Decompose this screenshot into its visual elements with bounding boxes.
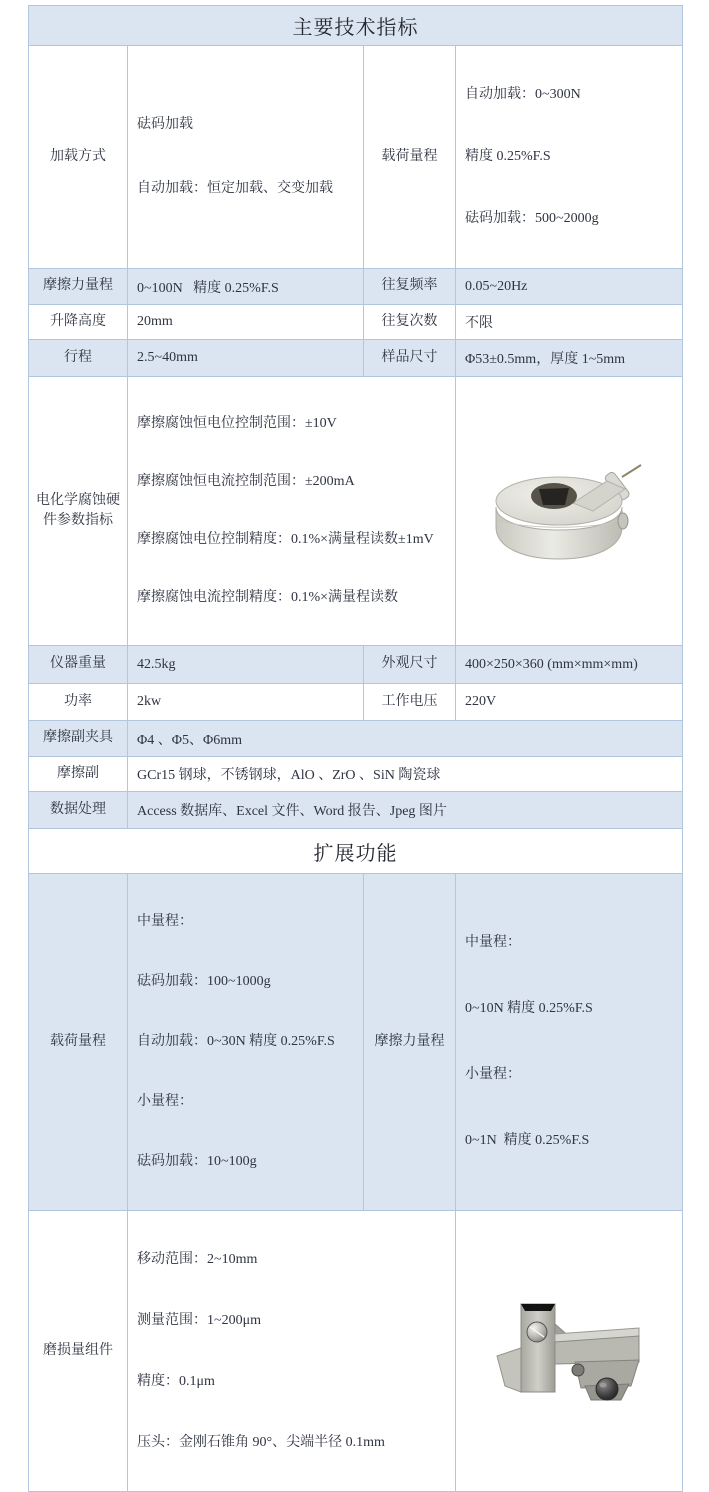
value-friction-pair-fixture: Φ4 、Φ5、Φ6mm bbox=[128, 721, 683, 757]
row-loading-method bbox=[29, 46, 683, 269]
value-electrochemical-params bbox=[128, 377, 456, 646]
extended-section-title: 扩展功能 bbox=[29, 829, 683, 874]
value-stroke: 2.5~40mm bbox=[128, 340, 364, 377]
label-ext-load-range: 载荷量程 bbox=[29, 874, 128, 1211]
label-working-voltage: 工作电压 bbox=[364, 684, 456, 721]
row-friction-range bbox=[29, 269, 683, 305]
spec-line: 中量程： bbox=[137, 914, 193, 929]
label-wear-component: 磨损量组件 bbox=[29, 1211, 128, 1492]
label-friction-pair: 摩擦副 bbox=[29, 757, 128, 792]
spec-line: 自动加载：恒定加载、交变加载 bbox=[137, 181, 333, 196]
spec-line: 0~10N 精度 0.25%F.S bbox=[465, 1001, 593, 1016]
spec-line: 摩擦腐蚀恒电流控制范围：±200mA bbox=[137, 474, 355, 489]
value-reciprocating-count: 不限 bbox=[456, 305, 683, 340]
row-electrochemical-params bbox=[29, 377, 683, 646]
spec-line: 自动加载：0~30N 精度 0.25%F.S bbox=[137, 1034, 335, 1049]
value-instrument-weight: 42.5kg bbox=[128, 646, 364, 684]
value-loading-method bbox=[128, 46, 364, 269]
label-instrument-weight: 仪器重量 bbox=[29, 646, 128, 684]
row-friction-pair-fixture bbox=[29, 721, 683, 757]
row-stroke bbox=[29, 340, 683, 377]
row-instrument-weight bbox=[29, 646, 683, 684]
value-friction-pair: GCr15 钢球，不锈钢球，AlO 、ZrO 、SiN 陶瓷球 bbox=[128, 757, 683, 792]
value-working-voltage: 220V bbox=[456, 684, 683, 721]
value-ext-friction-force-range bbox=[456, 874, 683, 1211]
label-friction-force-range: 摩擦力量程 bbox=[29, 269, 128, 305]
wear-component-image bbox=[479, 1296, 659, 1406]
spec-line: 砝码加载：500~2000g bbox=[465, 211, 599, 226]
value-lift-height: 20mm bbox=[128, 305, 364, 340]
electrochemical-cell-image-cell bbox=[456, 377, 683, 646]
spec-line: 中量程： bbox=[465, 935, 521, 950]
spec-line: 压头：金刚石锥角 90°、尖端半径 0.1mm bbox=[137, 1435, 385, 1450]
spec-line: 0~1N 精度 0.25%F.S bbox=[465, 1133, 590, 1148]
value-ext-load-range bbox=[128, 874, 364, 1211]
spec-line: 精度：0.1μm bbox=[137, 1374, 215, 1389]
value-dimensions: 400×250×360 (mm×mm×mm) bbox=[456, 646, 683, 684]
value-load-range bbox=[456, 46, 683, 269]
row-ext-title bbox=[29, 829, 683, 874]
spec-line: 砝码加载：10~100g bbox=[137, 1154, 257, 1169]
row-wear-component bbox=[29, 1211, 683, 1492]
spec-line: 移动范围：2~10mm bbox=[137, 1252, 258, 1267]
label-ext-friction-force-range: 摩擦力量程 bbox=[364, 874, 456, 1211]
label-friction-pair-fixture: 摩擦副夹具 bbox=[29, 721, 128, 757]
spec-table bbox=[28, 5, 683, 1492]
electrochemical-cell-image bbox=[481, 461, 657, 561]
label-reciprocating-count: 往复次数 bbox=[364, 305, 456, 340]
main-section-title: 主要技术指标 bbox=[29, 6, 683, 46]
spec-line: 摩擦腐蚀电流控制精度：0.1%×满量程读数 bbox=[137, 590, 399, 605]
value-sample-size: Φ53±0.5mm，厚度 1~5mm bbox=[456, 340, 683, 377]
spec-line: 自动加载：0~300N bbox=[465, 87, 581, 102]
label-stroke: 行程 bbox=[29, 340, 128, 377]
spec-line: 砝码加载 bbox=[137, 117, 193, 132]
row-data-processing bbox=[29, 792, 683, 829]
label-sample-size: 样品尺寸 bbox=[364, 340, 456, 377]
spec-line: 小量程： bbox=[465, 1067, 521, 1082]
label-load-range: 载荷量程 bbox=[364, 46, 456, 269]
label-loading-method: 加载方式 bbox=[29, 46, 128, 269]
spec-line: 砝码加载：100~1000g bbox=[137, 974, 271, 989]
row-main-title bbox=[29, 6, 683, 46]
label-electrochemical-params: 电化学腐蚀硬件参数指标 bbox=[29, 377, 128, 646]
value-reciprocating-frequency: 0.05~20Hz bbox=[456, 269, 683, 305]
label-reciprocating-frequency: 往复频率 bbox=[364, 269, 456, 305]
row-lift-height bbox=[29, 305, 683, 340]
spec-line: 小量程： bbox=[137, 1094, 193, 1109]
wear-component-image-cell bbox=[456, 1211, 683, 1492]
value-power: 2kw bbox=[128, 684, 364, 721]
label-dimensions: 外观尺寸 bbox=[364, 646, 456, 684]
value-friction-force-range: 0~100N 精度 0.25%F.S bbox=[128, 269, 364, 305]
label-data-processing: 数据处理 bbox=[29, 792, 128, 829]
spec-line: 精度 0.25%F.S bbox=[465, 149, 551, 164]
spec-line: 测量范围：1~200μm bbox=[137, 1313, 261, 1328]
row-ext-load-range bbox=[29, 874, 683, 1211]
label-power: 功率 bbox=[29, 684, 128, 721]
row-power bbox=[29, 684, 683, 721]
row-friction-pair bbox=[29, 757, 683, 792]
label-lift-height: 升降高度 bbox=[29, 305, 128, 340]
spec-line: 摩擦腐蚀电位控制精度：0.1%×满量程读数±1mV bbox=[137, 532, 434, 547]
spec-line: 摩擦腐蚀恒电位控制范围：±10V bbox=[137, 416, 337, 431]
value-wear-component bbox=[128, 1211, 456, 1492]
value-data-processing: Access 数据库、Excel 文件、Word 报告、Jpeg 图片 bbox=[128, 792, 683, 829]
